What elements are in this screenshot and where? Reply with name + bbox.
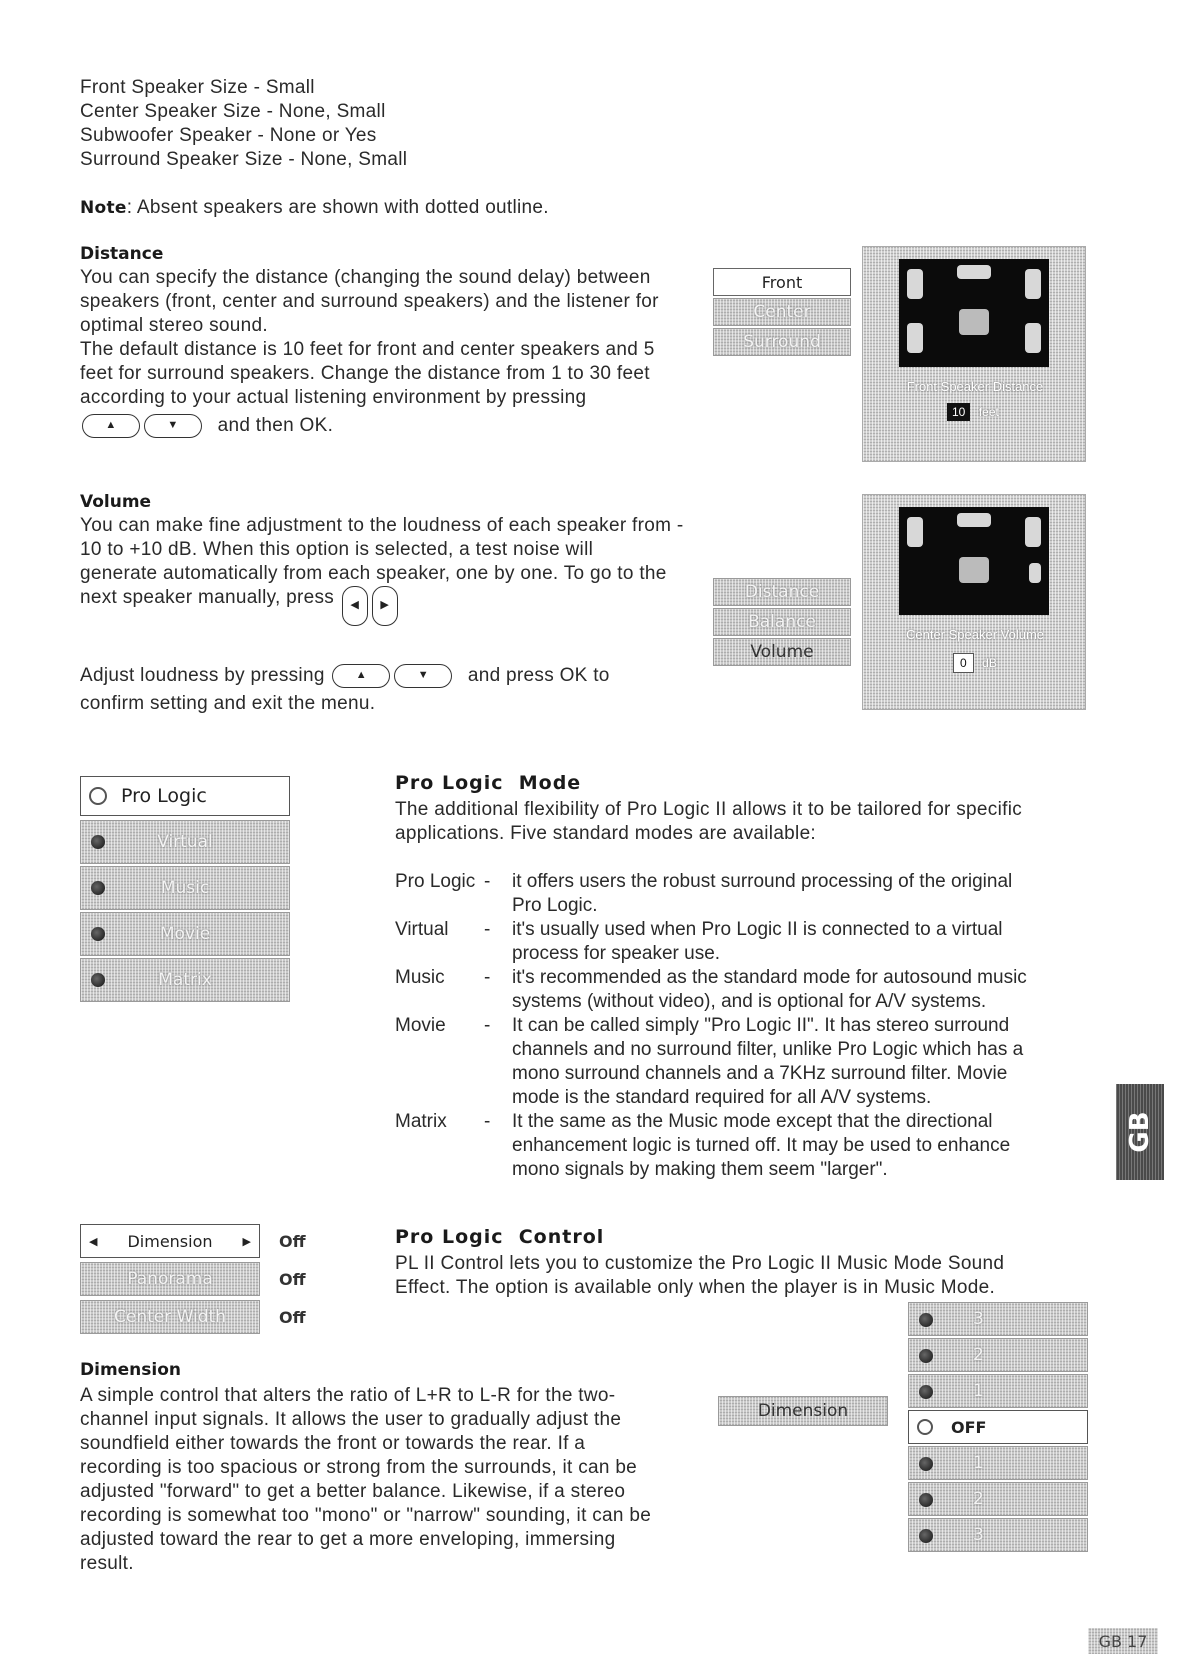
- mode-desc-line: It can be called simply "Pro Logic II". It has stereo surround: [512, 1015, 1010, 1036]
- mode-dash: -: [484, 1111, 491, 1132]
- control-line: PL II Control lets you to customize the Pro Logic II Music Mode Sound: [395, 1253, 1005, 1274]
- radio-icon: [89, 787, 107, 805]
- volume-heading: Volume: [80, 492, 152, 512]
- intro-line: applications. Five standard modes are available:: [395, 823, 817, 844]
- volume-line: You can make fine adjustment to the loudness of each speaker from -: [80, 515, 684, 536]
- pro-logic-menu-selected[interactable]: [80, 776, 290, 816]
- speaker-layout: [899, 259, 1049, 367]
- dimension-line: recording is too spacious or strong from the surrounds, it can be: [80, 1457, 638, 1478]
- volume-screen-label: Center Speaker Volume: [905, 627, 1045, 642]
- speaker-size-line: Subwoofer Speaker - None or Yes: [80, 125, 377, 146]
- pro-logic-menu-matrix[interactable]: [80, 958, 290, 1002]
- distance-body: [80, 266, 659, 438]
- mode-desc: [512, 870, 1092, 918]
- speaker-icon: [1025, 269, 1041, 299]
- speaker-icon: [907, 269, 923, 299]
- dimension-level-label: 3: [973, 1309, 984, 1329]
- radio-icon: [917, 1419, 933, 1435]
- volume-screen-value: [953, 653, 997, 673]
- mode-dash: -: [484, 871, 491, 892]
- control-menu-dimension-label: Dimension: [127, 1231, 213, 1251]
- radio-icon: [91, 927, 105, 941]
- radio-icon: [91, 973, 105, 987]
- mode-term: Music: [395, 967, 445, 988]
- dimension-line: adjusted toward the rear to get a more enveloping, immersing: [80, 1529, 616, 1550]
- volume-screen: [862, 494, 1086, 710]
- mode-dash: -: [484, 1015, 491, 1036]
- distance-buttons-line: [80, 414, 659, 438]
- dimension-level-label: 1: [973, 1381, 984, 1401]
- volume-line: 10 to +10 dB. When this option is selected, a test noise will: [80, 539, 594, 560]
- speaker-layout: [899, 507, 1049, 615]
- control-value: Off: [279, 1232, 306, 1251]
- dimension-level-label: 2: [973, 1345, 984, 1365]
- radio-icon: [91, 835, 105, 849]
- dimension-line: recording is somewhat too "mono" or "narrow" sounding, it can be: [80, 1505, 652, 1526]
- pro-logic-mode-intro: [395, 798, 1022, 846]
- mode-desc-line: channels and no surround filter, unlike Pro Logic which has a: [512, 1039, 1024, 1060]
- volume-line: generate automatically from each speaker, one by one. To go to the: [80, 563, 667, 584]
- pro-logic-menu-music-label: Music: [160, 878, 210, 898]
- volume-value-box[interactable]: 0: [953, 653, 974, 673]
- mode-desc: [512, 966, 1092, 1014]
- dimension-line: adjusted "forward" to get a better balance. Likewise, if a stereo: [80, 1481, 626, 1502]
- dimension-level-up[interactable]: [908, 1338, 1088, 1372]
- speaker-icon: [957, 513, 991, 527]
- pro-logic-control-body: [395, 1252, 1004, 1300]
- distance-heading: Distance: [80, 244, 164, 264]
- control-line: Effect. The option is available only when the player is in Music Mode.: [395, 1277, 996, 1298]
- distance-screen-label: Front Speaker Distance: [906, 379, 1044, 394]
- dimension-menu-label[interactable]: Dimension: [718, 1396, 888, 1426]
- down-button[interactable]: ▼: [144, 414, 202, 438]
- dimension-level-down[interactable]: [908, 1518, 1088, 1552]
- mode-term: Matrix: [395, 1111, 447, 1132]
- language-tab-label: GB: [1125, 1111, 1155, 1153]
- radio-icon: [91, 881, 105, 895]
- speaker-size-line: Surround Speaker Size - None, Small: [80, 149, 408, 170]
- mode-term: Movie: [395, 1015, 446, 1036]
- distance-screen: [862, 246, 1086, 462]
- mode-term: Pro Logic: [395, 871, 476, 892]
- dimension-level-label: 2: [973, 1489, 984, 1509]
- mode-dash: -: [484, 967, 491, 988]
- volume-menu-volume[interactable]: Volume: [713, 638, 851, 666]
- mode-desc-line: systems (without video), and is optional for A/V systems.: [512, 991, 987, 1012]
- dimension-level-down[interactable]: [908, 1482, 1088, 1516]
- volume-confirm: confirm setting and exit the menu.: [80, 693, 376, 714]
- speaker-size-line: Center Speaker Size - None, Small: [80, 101, 386, 122]
- dimension-selected[interactable]: [908, 1410, 1088, 1444]
- distance-menu-front[interactable]: [713, 268, 851, 296]
- up-button[interactable]: ▲: [332, 664, 390, 688]
- speaker-icon: [957, 265, 991, 279]
- volume-body: [80, 514, 683, 626]
- mode-desc-line: Pro Logic.: [512, 895, 598, 916]
- radio-icon: [919, 1457, 933, 1471]
- dimension-heading: Dimension: [80, 1360, 182, 1380]
- control-value: Off: [279, 1270, 306, 1289]
- speaker-size-list: [80, 76, 407, 172]
- dimension-line: result.: [80, 1553, 134, 1574]
- speaker-icon: [1025, 323, 1041, 353]
- mode-desc-line: mono surround channels and a 7KHz surround filter. Movie: [512, 1063, 1008, 1084]
- dimension-level-label: 1: [973, 1453, 984, 1473]
- volume-line: [80, 586, 683, 626]
- mode-desc-line: it offers users the robust surround processing of the original: [512, 871, 1013, 892]
- pro-logic-menu-music[interactable]: [80, 866, 290, 910]
- distance-line: speakers (front, center and surround speakers) and the listener for: [80, 291, 659, 312]
- radio-icon: [919, 1529, 933, 1543]
- up-button[interactable]: ▲: [82, 414, 140, 438]
- distance-screen-value: [947, 403, 999, 421]
- dimension-line: A simple control that alters the ratio of L+R to L-R for the two-: [80, 1385, 616, 1406]
- mode-desc: [512, 1110, 1092, 1182]
- mode-desc-line: mode is the standard required for all A/V systems.: [512, 1087, 932, 1108]
- dimension-selected-label: OFF: [951, 1417, 987, 1437]
- pro-logic-menu-movie[interactable]: [80, 912, 290, 956]
- speaker-icon: [907, 517, 923, 547]
- distance-line: optimal stereo sound.: [80, 315, 268, 336]
- volume-adjust-after: and press OK to: [467, 665, 610, 687]
- dimension-level-up[interactable]: [908, 1302, 1088, 1336]
- pro-logic-mode-heading: Pro Logic Mode: [395, 772, 582, 794]
- pro-logic-menu-selected-label: Pro Logic: [121, 785, 207, 807]
- dimension-line: soundfield either towards the front or towards the rear. If a: [80, 1433, 586, 1454]
- dimension-level-label: 3: [973, 1525, 984, 1545]
- note-label: Note: [80, 198, 127, 218]
- pro-logic-menu-virtual[interactable]: [80, 820, 290, 864]
- speaker-icon: [907, 323, 923, 353]
- right-button[interactable]: ▶: [372, 586, 398, 626]
- down-button[interactable]: ▼: [394, 664, 452, 688]
- distance-line: The default distance is 10 feet for front and center speakers and 5: [80, 339, 655, 360]
- listener-icon: [959, 309, 989, 335]
- dimension-level-up[interactable]: [908, 1374, 1088, 1408]
- speaker-icon: [1025, 517, 1041, 547]
- volume-next-speaker: next speaker manually, press: [80, 587, 335, 608]
- mode-desc-line: process for speaker use.: [512, 943, 721, 964]
- mode-desc: [512, 1014, 1092, 1110]
- mode-term: Virtual: [395, 919, 449, 940]
- speaker-size-line: Front Speaker Size - Small: [80, 77, 315, 98]
- radio-icon: [919, 1313, 933, 1327]
- intro-line: The additional flexibility of Pro Logic II allows it to be tailored for specific: [395, 799, 1023, 820]
- radio-icon: [919, 1493, 933, 1507]
- radio-icon: [919, 1385, 933, 1399]
- pro-logic-menu-movie-label: Movie: [159, 924, 211, 944]
- distance-line: according to your actual listening environment by pressing: [80, 387, 587, 408]
- volume-menu-balance[interactable]: Balance: [713, 608, 851, 636]
- volume-adjust-text: Adjust loudness by pressing: [80, 665, 325, 687]
- distance-menu-surround[interactable]: Surround: [713, 328, 851, 356]
- mode-desc-line: it's usually used when Pro Logic II is connected to a virtual: [512, 919, 1003, 940]
- distance-after-buttons: and then OK.: [217, 415, 334, 437]
- distance-menu-center[interactable]: Center: [713, 298, 851, 326]
- mode-desc: [512, 918, 1092, 966]
- dimension-level-down[interactable]: [908, 1446, 1088, 1480]
- language-tab: [1116, 1084, 1164, 1180]
- arrow-right-icon: ▶: [242, 1234, 251, 1248]
- control-menu-dimension[interactable]: [80, 1224, 260, 1258]
- mode-dash: -: [484, 919, 491, 940]
- distance-unit: feet: [978, 405, 999, 419]
- pro-logic-menu-virtual-label: Virtual: [157, 832, 213, 852]
- mode-desc-line: it's recommended as the standard mode for autosound music: [512, 967, 1027, 988]
- distance-menu-front-label: Front: [761, 272, 803, 292]
- distance-line: feet for surround speakers. Change the distance from 1 to 30 feet: [80, 363, 650, 384]
- distance-value-box[interactable]: 10: [947, 403, 970, 421]
- pro-logic-menu-matrix-label: Matrix: [158, 970, 212, 990]
- dimension-body: [80, 1384, 651, 1576]
- control-menu-center-width[interactable]: Center Width: [80, 1300, 260, 1334]
- listener-icon: [959, 557, 989, 583]
- control-value: Off: [279, 1308, 306, 1327]
- pro-logic-control-heading: Pro Logic Control: [395, 1226, 605, 1248]
- volume-menu-distance[interactable]: Distance: [713, 578, 851, 606]
- note-text: : Absent speakers are shown with dotted outline.: [126, 197, 549, 218]
- left-button[interactable]: ◀: [342, 586, 368, 626]
- page-number: GB 17: [1088, 1628, 1158, 1654]
- distance-line: You can specify the distance (changing the sound delay) between: [80, 267, 651, 288]
- volume-unit: dB: [982, 656, 997, 670]
- mode-desc-line: It the same as the Music mode except that the directional: [512, 1111, 993, 1132]
- arrow-left-icon: ◀: [89, 1234, 98, 1248]
- dimension-line: channel input signals. It allows the user to gradually adjust the: [80, 1409, 622, 1430]
- note: [80, 196, 549, 220]
- volume-adjust: [80, 664, 610, 688]
- mode-desc-line: enhancement logic is turned off. It may be used to enhance: [512, 1135, 1011, 1156]
- control-menu-panorama[interactable]: Panorama: [80, 1262, 260, 1296]
- radio-icon: [919, 1349, 933, 1363]
- speaker-icon: [1029, 563, 1041, 583]
- mode-desc-line: mono signals by making them seem "larger".: [512, 1159, 888, 1180]
